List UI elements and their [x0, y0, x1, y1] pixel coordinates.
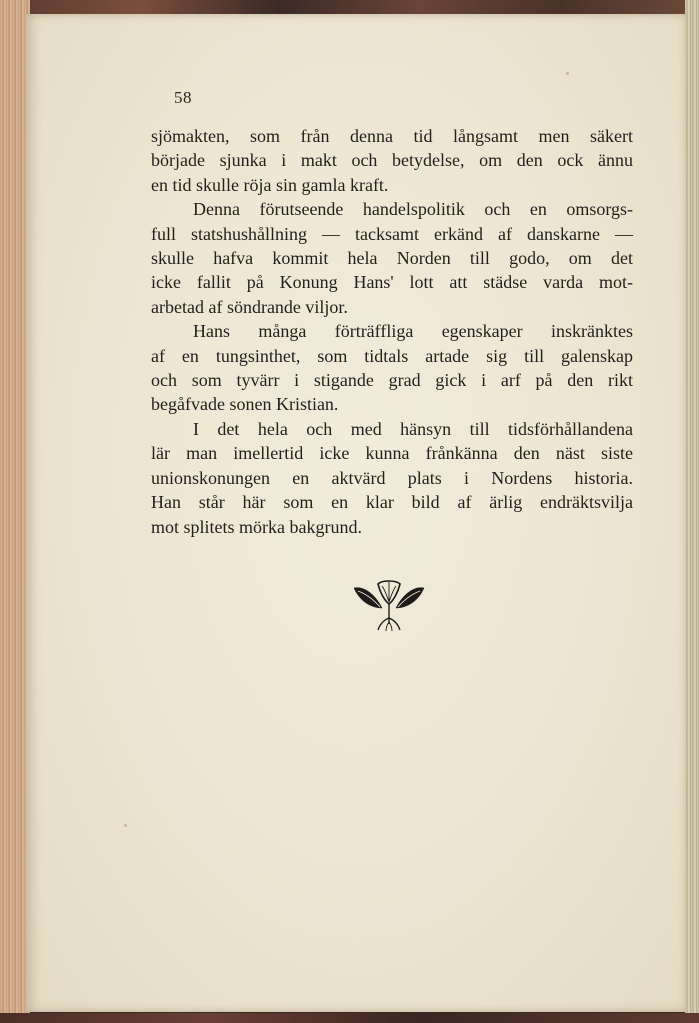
body-text	[151, 124, 633, 539]
paper-speck	[566, 72, 569, 75]
paragraph	[151, 197, 633, 319]
text-line: full statshushållning — tacksamt erkänd af danskarne —	[151, 223, 633, 244]
paragraph	[151, 417, 633, 539]
text-line: och som tyvärr i stigande grad gick i arf på den rikt	[151, 370, 633, 391]
text-line: mot splitets mörka bakgrund.	[151, 516, 362, 537]
text-line: I det hela och med hänsyn till tidsförhållandena	[193, 418, 633, 439]
paper-speck	[124, 824, 127, 827]
paragraph	[151, 124, 633, 197]
book-bottom-edge	[0, 1013, 699, 1023]
book-right-page-edges	[685, 0, 699, 1023]
text-line: af en tungsinthet, som tidtals artade sig till galenskap	[151, 345, 633, 366]
text-line: icke fallit på Konung Hans' lott att städse varda mot-	[151, 272, 633, 293]
text-line: arbetad af söndrande viljor.	[151, 296, 348, 317]
text-line: unionskonungen en aktvärd plats i Nordens historia.	[151, 467, 633, 488]
text-line: började sjunka i makt och betydelse, om den ock ännu	[151, 150, 633, 171]
text-line: Denna förutseende handelspolitik och en omsorgs-	[193, 199, 633, 220]
text-line: en tid skulle röja sin gamla kraft.	[151, 174, 389, 195]
text-line: sjömakten, som från denna tid långsamt men säkert	[151, 126, 633, 146]
floral-tailpiece-icon	[352, 578, 426, 632]
paragraph	[151, 319, 633, 417]
text-line: skulle hafva kommit hela Norden till godo, om det	[151, 248, 633, 269]
text-line: begåfvade sonen Kristian.	[151, 394, 339, 415]
text-line: lär man imellertid icke kunna frånkänna den näst siste	[151, 443, 633, 464]
text-line: Han står här som en klar bild af ärlig endräktsvilja	[151, 492, 633, 513]
text-line: Hans många förträffliga egenskaper inskränktes	[193, 321, 633, 342]
page-number: 58	[174, 88, 192, 107]
